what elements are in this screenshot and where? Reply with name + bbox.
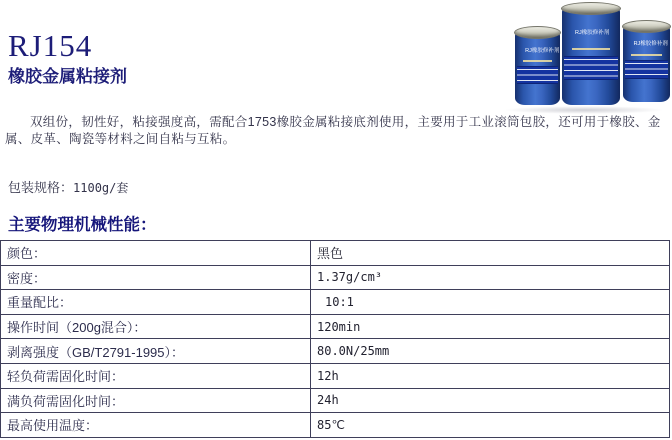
can-label-stripe xyxy=(572,48,609,50)
can-label: RJ橡胶修补剂 xyxy=(633,40,668,47)
product-can-large-center xyxy=(562,8,620,105)
product-can-small-left xyxy=(515,32,560,105)
table-row xyxy=(1,265,670,290)
property-label: 颜色： xyxy=(1,241,311,266)
property-value: 10:1 xyxy=(311,290,670,315)
table-row xyxy=(1,314,670,339)
property-label: 重量配比： xyxy=(1,290,311,315)
property-label: 最高使用温度： xyxy=(1,413,311,438)
property-value: 120min xyxy=(311,314,670,339)
table-row xyxy=(1,363,670,388)
property-value: 80.0N/25mm xyxy=(311,339,670,364)
can-lid xyxy=(514,26,561,39)
packaging-label: 包装规格： xyxy=(8,180,74,195)
packaging-value: 1100g/套 xyxy=(73,181,129,195)
can-text-band xyxy=(517,66,558,84)
property-value: 24h xyxy=(311,388,670,413)
property-label: 操作时间（200g混合）： xyxy=(1,314,311,339)
can-text-band xyxy=(625,60,668,79)
can-label-stripe xyxy=(523,60,552,62)
section-heading: 主要物理机械性能： xyxy=(8,216,157,234)
product-subtitle: 橡胶金属粘接剂 xyxy=(8,67,127,86)
packaging-spec xyxy=(8,177,128,196)
page-title: RJ154 xyxy=(8,28,93,63)
table-row xyxy=(1,388,670,413)
can-label: RJ橡胶修补剂 xyxy=(525,47,560,54)
property-label: 满负荷需固化时间： xyxy=(1,388,311,413)
can-label: RJ橡胶修补剂 xyxy=(575,29,610,36)
can-label-stripe xyxy=(631,54,661,56)
property-label: 轻负荷需固化时间： xyxy=(1,363,311,388)
property-value: 85℃ xyxy=(311,413,670,438)
property-value: 12h xyxy=(311,363,670,388)
product-description: 双组份，韧性好，粘接强度高，需配合1753橡胶金属粘接底剂使用，主要用于工业滚筒包胶，还可用于橡胶、金属、皮革、陶瓷等材料之间自粘与互粘。 xyxy=(5,115,661,146)
table-row xyxy=(1,339,670,364)
property-label: 剥离强度（GB/T2791-1995）： xyxy=(1,339,311,364)
property-value: 1.37g/cm³ xyxy=(311,265,670,290)
table-row xyxy=(1,413,670,438)
product-can-small-right xyxy=(623,26,670,102)
table-row xyxy=(1,241,670,266)
product-photo xyxy=(492,2,672,116)
property-value: 黑色 xyxy=(311,241,670,266)
can-lid xyxy=(622,20,671,33)
can-text-band xyxy=(564,56,617,80)
property-label: 密度： xyxy=(1,265,311,290)
can-lid xyxy=(561,2,621,15)
properties-table xyxy=(0,240,670,438)
table-row xyxy=(1,290,670,315)
